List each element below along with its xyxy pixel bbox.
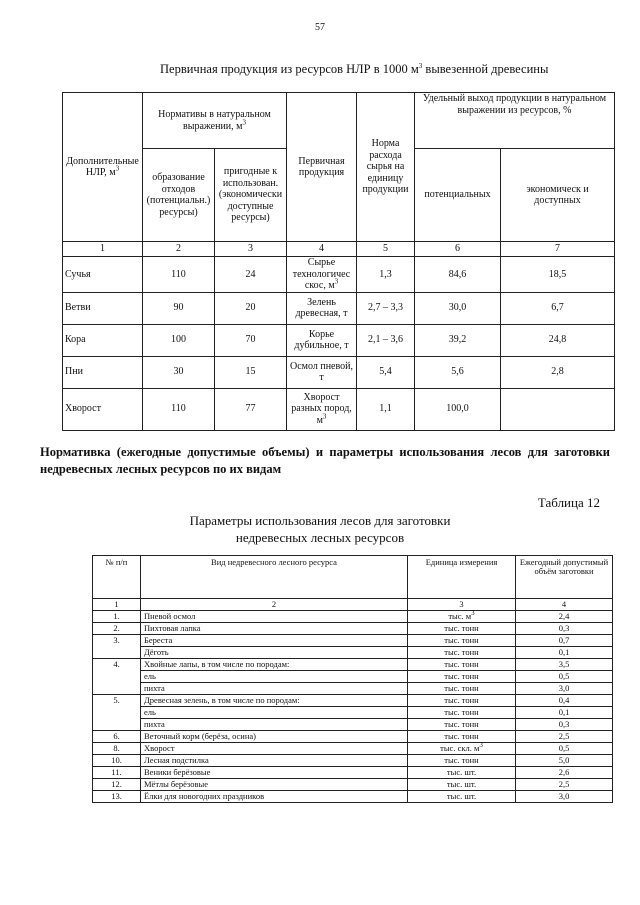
t1-cell-potential: 84,6 [415,257,501,293]
t2-cell-num: 3. [93,635,141,647]
t2-row [93,683,613,695]
t2-cell-unit-text: тыс. шт. [446,767,477,778]
t1-header-norms-text: Нормативы в натуральном выражении, м [158,109,271,132]
t2-row [93,671,613,683]
t2-cell-num [93,719,141,731]
t1-header-col6: потенциальных [415,149,501,242]
t1-cell-formed: 90 [143,292,215,324]
t2-cell-unit-text: тыс. тонн [444,755,479,766]
t1-cell-economic: 24,8 [501,324,615,356]
t1-cell-potential: 39,2 [415,324,501,356]
t2-row [93,731,613,743]
t1-cell-product-text: Сырье технологичес скос, м [292,257,351,291]
t2-cell-num: 8. [93,743,141,755]
t1-cell-potential: 5,6 [415,356,501,388]
t2-colnum: 1 [93,599,141,611]
t2-col-numbers [93,599,613,611]
section-heading: Нормативка (ежегодные допустимые объемы) и параметры использования лесов для заготовки недревесных лесных ресурсов по их видам [40,445,610,476]
t2-cell-resource: Веточный корм (берёза, осина) [141,731,408,743]
t2-cell-value: 0,3 [516,719,613,731]
t2-cell-unit [408,779,516,791]
t2-row [93,635,613,647]
table2-title-line2: недревесных лесных ресурсов [235,529,405,545]
t2-row [93,659,613,671]
t2-colnum: 4 [516,599,613,611]
t2-cell-unit-text: тыс. тонн [444,647,479,658]
t1-cell-product [287,257,357,293]
t1-header-col7: экономическ и доступных [501,149,615,242]
t1-cell-product [287,356,357,388]
t2-cell-unit [408,743,516,755]
t2-cell-value: 2,5 [516,779,613,791]
t1-cell-product [287,388,357,430]
t2-cell-value: 3,0 [516,791,613,803]
t2-row [93,791,613,803]
t2-cell-unit-sup: 3 [471,609,475,618]
t2-cell-unit [408,731,516,743]
t2-cell-unit [408,611,516,623]
t1-header-col1-text: Дополнительные НЛР, м [66,155,139,178]
t2-cell-resource: Ёлки для новогодних праздников [141,791,408,803]
t1-cell-name: Пни [63,356,143,388]
t2-cell-num [93,671,141,683]
t2-colnum: 2 [141,599,408,611]
table1-title-sup: 3 [418,61,423,70]
t2-cell-num: 2. [93,623,141,635]
t2-cell-num: 11. [93,767,141,779]
t2-cell-value: 0,4 [516,695,613,707]
t2-cell-unit [408,791,516,803]
t1-cell-potential: 100,0 [415,388,501,430]
t2-row [93,611,613,623]
t1-cell-economic: 6,7 [501,292,615,324]
t2-header-volume: Ежегодный допустимый объём заготовки [516,556,613,599]
t1-row [63,257,615,293]
t2-header-resource: Вид недревесного лесного ресурса [141,556,408,599]
t2-cell-unit-text: тыс. тонн [444,695,479,706]
t2-cell-value: 0,3 [516,623,613,635]
t2-cell-value: 5,0 [516,755,613,767]
t2-cell-unit-sup: 3 [479,741,483,750]
t1-header-col4: Первичная продукция [287,93,357,242]
t1-cell-product [287,292,357,324]
t2-cell-unit [408,647,516,659]
t2-cell-unit-text: тыс. тонн [444,623,479,634]
t1-cell-norm: 5,4 [357,356,415,388]
t2-row [93,623,613,635]
t1-header-norms-sup: 3 [242,118,246,127]
t1-cell-usable: 24 [215,257,287,293]
t2-cell-num: 13. [93,791,141,803]
t2-cell-resource: Лесная подстилка [141,755,408,767]
t1-cell-norm: 1,3 [357,257,415,293]
t1-cell-product-text: Осмол пневой, т [290,360,353,383]
t2-cell-unit [408,683,516,695]
t1-cell-product-text: Корье дубильное, т [294,328,349,351]
t1-header-col1 [63,93,143,242]
t2-cell-num [93,707,141,719]
t1-cell-economic: 18,5 [501,257,615,293]
t2-colnum: 3 [408,599,516,611]
t1-cell-usable: 70 [215,324,287,356]
t1-row [63,388,615,430]
t1-colnum: 2 [143,242,215,257]
t1-cell-formed: 30 [143,356,215,388]
t2-cell-unit-text: тыс. тонн [444,731,479,742]
table2-title-line1: Параметры использования лесов для заготовки [189,513,451,528]
t2-cell-num: 12. [93,779,141,791]
t2-cell-unit-text: тыс. шт. [446,791,477,802]
t2-cell-unit-text: тыс. м [448,611,472,622]
t2-cell-resource: пихта [141,719,408,731]
t1-cell-formed: 110 [143,257,215,293]
t2-cell-unit [408,623,516,635]
t2-cell-unit-text: тыс. тонн [444,707,479,718]
t1-cell-name: Хворост [63,388,143,430]
t2-cell-resource: Хвойные лапы, в том числе по породам: [141,659,408,671]
t2-row [93,695,613,707]
t1-cell-norm: 1,1 [357,388,415,430]
t1-cell-name: Ветви [63,292,143,324]
t1-cell-product-text: Зелень древесная, т [295,296,348,319]
table2-title [0,513,640,547]
t1-colnum: 3 [215,242,287,257]
t1-header-col2: образование отходов (потенциальн.) ресурсы) [143,149,215,242]
t1-cell-product-sup: 3 [334,277,339,286]
t1-cell-usable: 20 [215,292,287,324]
t2-cell-value: 0,5 [516,743,613,755]
t1-cell-product-sup: 3 [322,412,327,421]
t2-cell-value: 2,4 [516,611,613,623]
t1-cell-usable: 77 [215,388,287,430]
t2-cell-unit-text: тыс. тонн [444,671,479,682]
t1-header-yield: Удельный выход продукции в натуральном выражении из ресурсов, % [415,93,615,149]
t2-cell-num [93,683,141,695]
t2-cell-unit-text: тыс. тонн [444,635,479,646]
t2-header-unit: Единица измерения [408,556,516,599]
t2-cell-num: 1. [93,611,141,623]
t2-cell-resource: Мётлы берёзовые [141,779,408,791]
t1-cell-formed: 100 [143,324,215,356]
t2-cell-num: 5. [93,695,141,707]
t2-cell-value: 3,5 [516,659,613,671]
t2-cell-unit-text: тыс. тонн [444,659,479,670]
t2-row [93,755,613,767]
t2-header-num: № п/п [93,556,141,599]
t1-cell-potential: 30,0 [415,292,501,324]
t2-cell-value: 0,1 [516,647,613,659]
t2-cell-unit [408,707,516,719]
t2-cell-value: 2,6 [516,767,613,779]
page-number: 57 [315,22,325,33]
t2-cell-unit-text: тыс. скл. м [440,743,480,754]
t2-cell-num: 4. [93,659,141,671]
t2-row [93,767,613,779]
t1-cell-economic: 2,8 [501,356,615,388]
t2-row [93,743,613,755]
t2-row [93,647,613,659]
t1-cell-norm: 2,1 – 3,6 [357,324,415,356]
t2-cell-unit-text: тыс. шт. [446,779,477,790]
t2-cell-resource: Пневой осмол [141,611,408,623]
t1-header-norms [143,93,287,149]
t2-cell-num: 6. [93,731,141,743]
t2-cell-unit [408,659,516,671]
t2-cell-unit [408,635,516,647]
t2-row [93,779,613,791]
t1-header-col3: пригодные к использован. (экономически доступные ресурсы) [215,149,287,242]
t2-cell-value: 0,5 [516,671,613,683]
t2-cell-unit-text: тыс. тонн [444,683,479,694]
t2-cell-resource: Веники берёзовые [141,767,408,779]
t2-cell-resource: Дёготь [141,647,408,659]
t2-cell-resource: пихта [141,683,408,695]
table1-title [160,62,548,77]
table1 [62,92,615,431]
t1-row [63,292,615,324]
t2-cell-resource: ель [141,707,408,719]
t2-row [93,707,613,719]
t1-col-numbers [63,242,615,257]
t2-cell-resource: Береста [141,635,408,647]
t2-cell-unit-text: тыс. тонн [444,719,479,730]
table1-title-text: Первичная продукция из ресурсов НЛР в 1000 м [160,62,419,76]
t1-cell-economic [501,388,615,430]
t1-colnum: 6 [415,242,501,257]
t2-cell-unit [408,671,516,683]
table1-title-suffix: вывезенной древесины [422,62,549,76]
t2-cell-unit [408,755,516,767]
t2-cell-value: 2,5 [516,731,613,743]
t1-colnum: 1 [63,242,143,257]
t1-colnum: 4 [287,242,357,257]
t2-cell-resource: Древесная зелень, в том числе по породам: [141,695,408,707]
t2-cell-num [93,647,141,659]
t1-cell-name: Сучья [63,257,143,293]
table-label: Таблица 12 [537,495,600,510]
t1-row [63,324,615,356]
t1-cell-product [287,324,357,356]
t1-header-col5: Норма расхода сырья на единицу продукции [357,93,415,242]
t1-cell-name: Кора [63,324,143,356]
t2-cell-resource: ель [141,671,408,683]
t2-cell-unit [408,719,516,731]
t2-cell-resource: Хворост [141,743,408,755]
t1-cell-product-text: Хворост разных пород, м [291,391,352,426]
table2 [92,555,613,803]
t2-cell-value: 0,7 [516,635,613,647]
t1-cell-norm: 2,7 – 3,3 [357,292,415,324]
t2-cell-value: 3,0 [516,683,613,695]
t2-header-row [93,556,613,599]
t1-header-col1-sup: 3 [115,164,120,173]
t1-colnum: 7 [501,242,615,257]
t1-row [63,356,615,388]
t1-cell-usable: 15 [215,356,287,388]
t2-cell-resource: Пихтовая лапка [141,623,408,635]
t2-cell-unit [408,695,516,707]
t2-cell-num: 10. [93,755,141,767]
t1-cell-formed: 110 [143,388,215,430]
t2-row [93,719,613,731]
t1-colnum: 5 [357,242,415,257]
t2-cell-unit [408,767,516,779]
t2-cell-value: 0,1 [516,707,613,719]
